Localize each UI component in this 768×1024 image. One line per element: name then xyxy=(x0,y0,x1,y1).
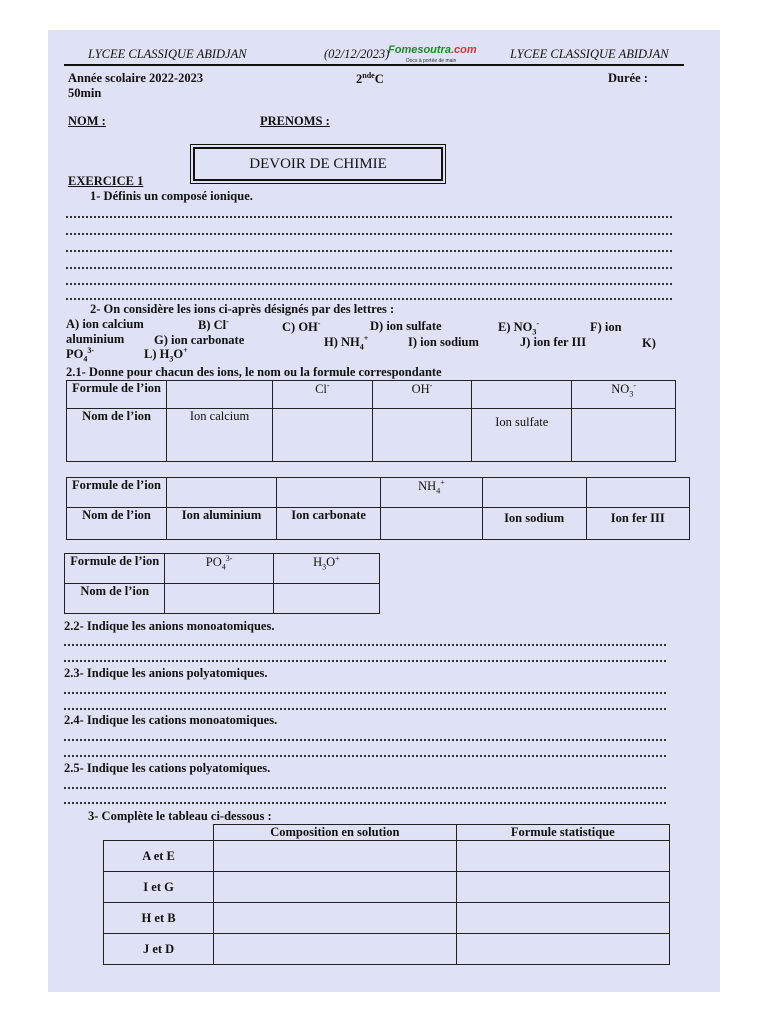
ion-a: A) ion calcium xyxy=(66,317,144,331)
name-label: Nom de l’ion xyxy=(65,584,165,614)
ion-table-2 xyxy=(66,477,690,540)
answer-line[interactable] xyxy=(66,267,672,269)
formula-cell[interactable] xyxy=(456,841,669,872)
site-logo xyxy=(388,40,477,64)
question-2-3: 2.3- Indique les anions polyatomiques. xyxy=(64,666,268,680)
formula-cell[interactable] xyxy=(167,381,273,409)
composition-table xyxy=(103,824,670,965)
name-cell[interactable] xyxy=(572,409,676,462)
ion-c: C) OH- xyxy=(282,319,321,335)
answer-line[interactable] xyxy=(64,755,666,757)
name-label: Nom de l’ion xyxy=(67,409,167,462)
school-name-right: LYCEE CLASSIQUE ABIDJAN xyxy=(510,47,669,61)
formula-cell[interactable]: OH- xyxy=(372,381,472,409)
ion-table-1 xyxy=(66,380,676,462)
school-year: Année scolaire 2022-2023 xyxy=(68,71,204,85)
answer-line[interactable] xyxy=(64,739,666,741)
answer-line[interactable] xyxy=(66,233,672,235)
answer-line[interactable] xyxy=(64,787,666,789)
answer-line[interactable] xyxy=(64,692,666,694)
formula-cell[interactable]: Cl- xyxy=(273,381,373,409)
ion-d: D) ion sulfate xyxy=(370,319,442,333)
question-2-4: 2.4- Indique les cations monoatomiques. xyxy=(64,713,278,727)
name-cell[interactable]: Ion carbonate xyxy=(277,508,381,540)
formula-cell[interactable] xyxy=(586,478,689,508)
row-label: I et G xyxy=(104,872,214,903)
duration-label: Durée : xyxy=(608,71,648,85)
duration-value: 50min xyxy=(68,86,102,100)
answer-line[interactable] xyxy=(64,708,666,710)
corner-cell xyxy=(104,825,214,841)
ion-b: B) Cl- xyxy=(198,317,229,333)
name-cell[interactable] xyxy=(372,409,472,462)
class-level xyxy=(356,71,384,87)
answer-line[interactable] xyxy=(64,644,666,646)
formula-cell[interactable] xyxy=(456,872,669,903)
ion-f: F) ion xyxy=(590,320,622,334)
ion-l: L) $H_3O^+$ xyxy=(144,346,188,364)
composition-cell[interactable] xyxy=(214,872,456,903)
question-2-intro: 2- On considère les ions ci-après désignés par des lettres : xyxy=(90,302,395,316)
prenoms-label: PRENOMS : xyxy=(260,114,330,128)
name-cell[interactable]: Ion fer III xyxy=(586,508,689,540)
composition-cell[interactable] xyxy=(214,934,456,965)
ion-g: G) ion carbonate xyxy=(154,333,245,347)
formula-cell[interactable] xyxy=(472,381,572,409)
question-1: 1- Définis un composé ionique. xyxy=(90,189,253,203)
class-number: 2 xyxy=(356,72,363,87)
question-2-1: 2.1- Donne pour chacun des ions, le nom ou la formule correspondante xyxy=(66,365,442,379)
ion-k-formula: $PO_4^{3-}$ xyxy=(66,346,95,364)
col-header-formula: Formule statistique xyxy=(456,825,669,841)
exercise-heading: EXERCICE 1 xyxy=(68,174,144,188)
school-name-left: LYCEE CLASSIQUE ABIDJAN xyxy=(88,47,247,61)
answer-line[interactable] xyxy=(66,250,672,252)
col-header-composition: Composition en solution xyxy=(214,825,456,841)
name-label: Nom de l’ion xyxy=(67,508,167,540)
row-label: A et E xyxy=(104,841,214,872)
formula-label: Formule de l’ion xyxy=(65,554,165,584)
name-cell[interactable] xyxy=(165,584,273,614)
answer-line[interactable] xyxy=(66,283,672,285)
formula-cell[interactable] xyxy=(482,478,586,508)
formula-cell[interactable]: $NH_4^+$ xyxy=(381,478,483,508)
logo-brand-suffix: .com xyxy=(450,44,477,56)
answer-line[interactable] xyxy=(66,216,672,218)
name-cell[interactable]: Ion sodium xyxy=(482,508,586,540)
name-cell[interactable] xyxy=(381,508,483,540)
composition-cell[interactable] xyxy=(214,841,456,872)
row-label: H et B xyxy=(104,903,214,934)
class-sup: nde xyxy=(362,71,375,80)
name-cell[interactable]: Ion sulfate xyxy=(472,409,572,462)
formula-cell[interactable] xyxy=(167,478,277,508)
name-cell[interactable]: Ion calcium xyxy=(167,409,273,462)
formula-cell[interactable]: $H_3O^+$ xyxy=(273,554,379,584)
exam-title: DEVOIR DE CHIMIE xyxy=(193,147,443,181)
formula-cell[interactable]: $PO_4^{3-}$ xyxy=(165,554,273,584)
ion-j: J) ion fer III xyxy=(520,335,587,349)
formula-cell[interactable] xyxy=(456,934,669,965)
question-3: 3- Complète le tableau ci-dessous : xyxy=(88,809,272,823)
ion-h: H) $NH_4^+$ xyxy=(324,334,369,352)
ion-k: K) xyxy=(642,336,656,350)
name-cell[interactable]: Ion aluminium xyxy=(167,508,277,540)
nom-label: NOM : xyxy=(68,114,106,128)
name-cell[interactable] xyxy=(273,584,379,614)
header-rule xyxy=(64,64,684,66)
answer-line[interactable] xyxy=(64,802,666,804)
exam-sheet xyxy=(48,30,720,992)
formula-cell[interactable] xyxy=(456,903,669,934)
composition-cell[interactable] xyxy=(214,903,456,934)
exam-date: (02/12/2023) xyxy=(324,47,390,61)
formula-label: Formule de l’ion xyxy=(67,478,167,508)
row-label: J et D xyxy=(104,934,214,965)
question-2-5: 2.5- Indique les cations polyatomiques. xyxy=(64,761,271,775)
logo-brand: Fomesoutra xyxy=(388,44,451,56)
ion-e: E) $NO_3^-$ xyxy=(498,319,540,337)
ion-f-cont: aluminium xyxy=(66,332,125,346)
answer-line[interactable] xyxy=(66,298,672,300)
ion-table-3 xyxy=(64,553,380,614)
question-2-2: 2.2- Indique les anions monoatomiques. xyxy=(64,619,275,633)
class-suffix: C xyxy=(374,72,384,87)
logo-tagline: Docs à portée de main xyxy=(406,58,457,64)
ion-i: I) ion sodium xyxy=(408,335,479,349)
formula-cell[interactable] xyxy=(277,478,381,508)
formula-label: Formule de l’ion xyxy=(67,381,167,409)
answer-line[interactable] xyxy=(64,660,666,662)
formula-cell[interactable]: $NO_3^-$ xyxy=(572,381,676,409)
name-cell[interactable] xyxy=(273,409,373,462)
